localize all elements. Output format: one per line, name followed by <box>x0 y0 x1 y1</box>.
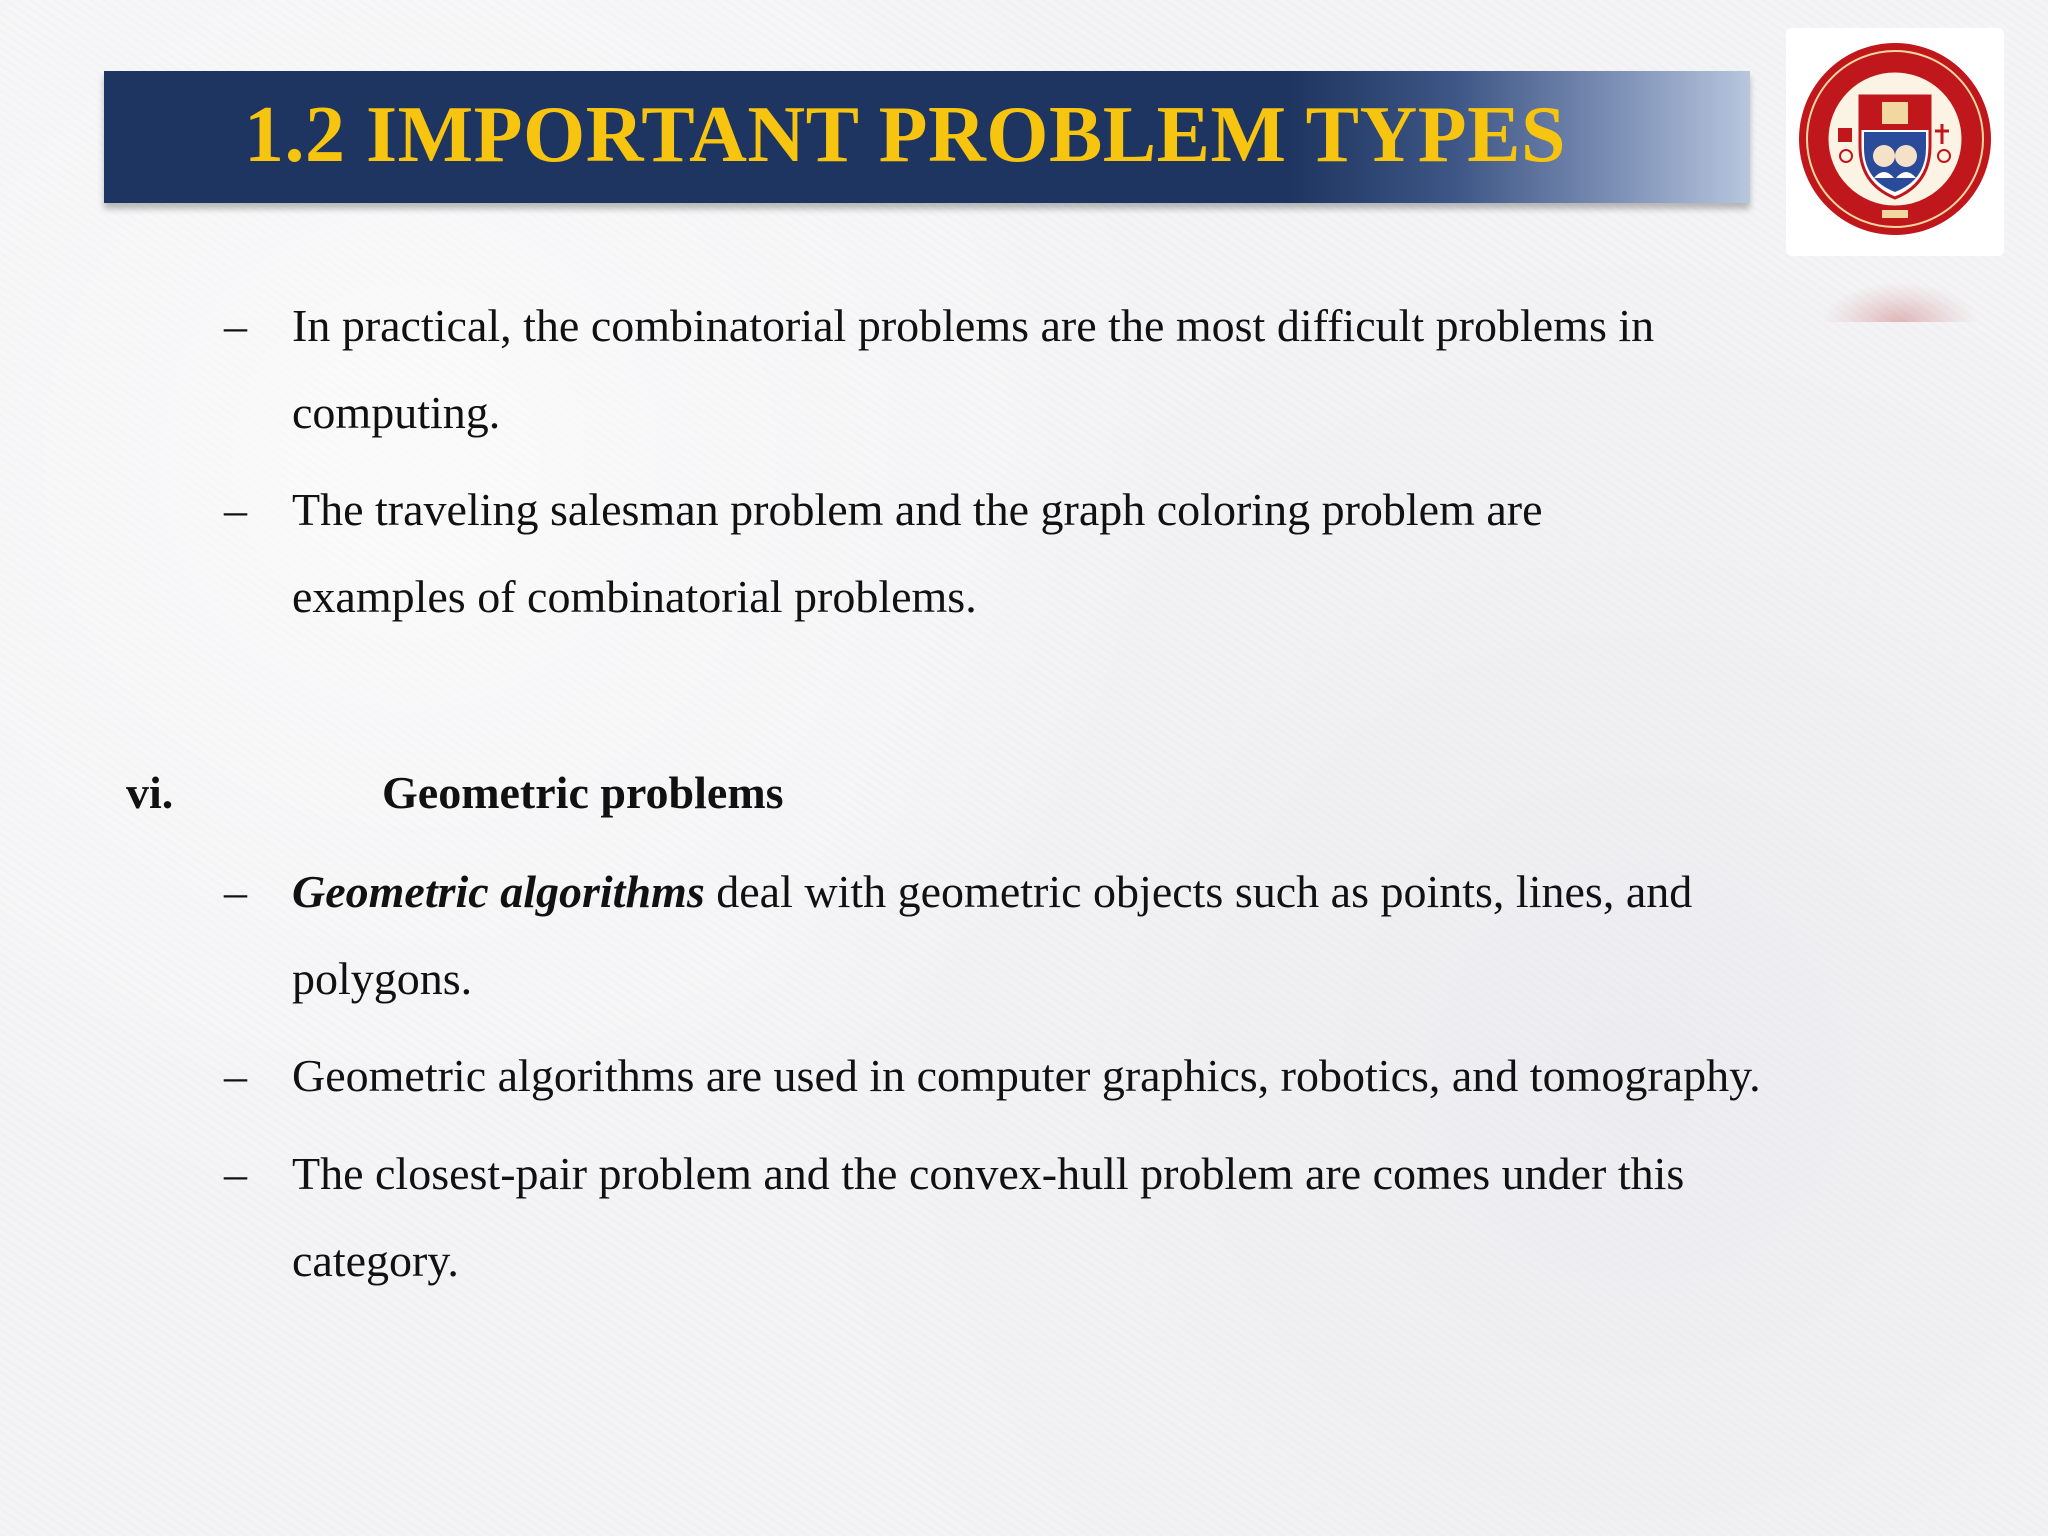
seal-icon <box>1794 38 1996 240</box>
bullet-dash: – <box>224 1050 247 1101</box>
institution-logo <box>1786 28 2004 256</box>
emphasis-text: Geometric algorithms <box>292 866 705 917</box>
bullet-dash: – <box>224 1148 247 1199</box>
slide-title: 1.2 IMPORTANT PROBLEM TYPES <box>244 91 1566 179</box>
logo-reflection <box>1820 282 1980 322</box>
bullet-text: In practical, the combinatorial problems are the most difficult problems in <box>292 300 1655 351</box>
bullet-text: Geometric algorithms are used in computer graphics, robotics, and tomography. <box>292 1050 1761 1101</box>
section-number: vi. <box>126 767 174 818</box>
bullet-text: The closest-pair problem and the convex-hull problem are comes under this <box>292 1148 1685 1199</box>
bullet-dash: – <box>224 300 247 351</box>
title-banner <box>104 71 1750 203</box>
bullet-text <box>292 864 1692 920</box>
bullet-text-continuation: category. <box>292 1235 459 1286</box>
section-heading: Geometric problems <box>382 767 784 818</box>
bullet-text-rest: deal with geometric objects such as points, lines, and <box>704 866 1693 917</box>
bullet-dash: – <box>224 866 247 917</box>
bullet-text-continuation: computing. <box>292 387 501 438</box>
bullet-text-continuation: polygons. <box>292 953 473 1004</box>
bullet-dash: – <box>224 484 247 535</box>
bullet-text-continuation: examples of combinatorial problems. <box>292 571 977 622</box>
bullet-text: The traveling salesman problem and the graph coloring problem are <box>292 484 1543 535</box>
